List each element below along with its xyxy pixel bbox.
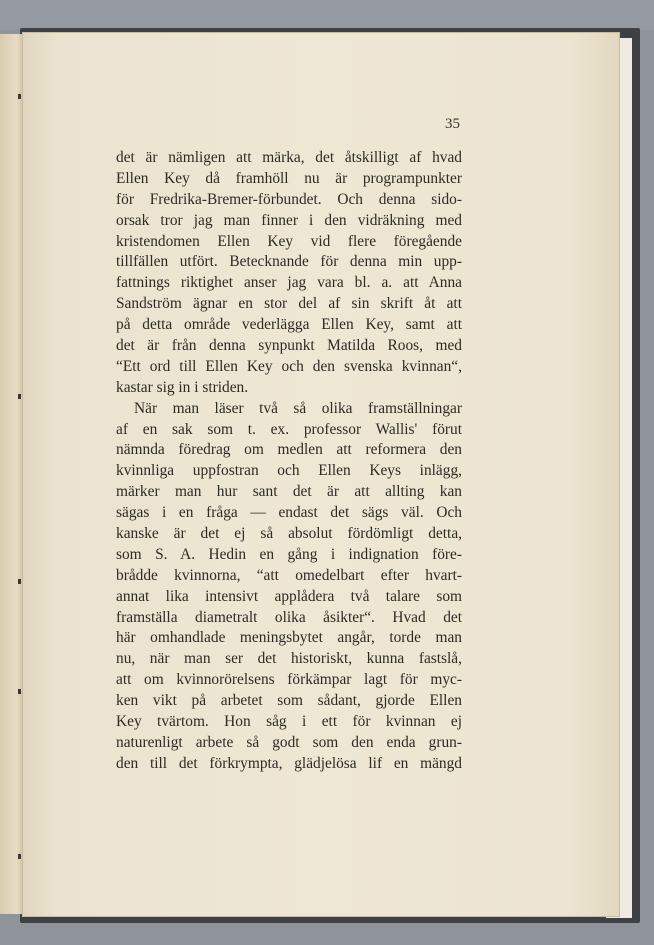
text-line: brådde kvinnorna, “att omedelbart efter hvart- <box>116 566 462 584</box>
scanner-backdrop <box>0 0 654 30</box>
text-line: på detta område vederlägga Ellen Key, samt att <box>116 316 462 334</box>
text-line: Key tvärtom. Hon såg i ett för kvinnan ej <box>116 713 462 731</box>
text-line: framställa diametralt olika åsikter“. Hvad det <box>116 608 462 626</box>
text-line: kastar sig in i striden. <box>116 378 249 396</box>
body-text <box>116 148 462 775</box>
text-line: annat lika intensivt applådera två talare som <box>116 587 462 605</box>
binding-mark <box>18 689 21 694</box>
text-line: sägas i en fråga — endast det sägs väl. Och <box>116 504 462 522</box>
text-line: här omhandlade meningsbytet angår, torde man <box>116 629 462 647</box>
text-line: det är nämligen att märka, det åtskilligt af hvad <box>116 149 462 166</box>
text-line: märker man hur sant det är att allting kan <box>116 483 462 501</box>
text-line: kanske är det ej så absolut fördömligt detta, <box>116 525 462 543</box>
page-number: 35 <box>445 116 460 132</box>
text-line: tillfällen utfört. Betecknande för denna min upp- <box>116 253 462 271</box>
text-line: “Ett ord till Ellen Key och den svenska kvinnan“, <box>116 357 462 375</box>
text-line: som S. A. Hedin en gång i indignation före- <box>116 545 462 563</box>
text-line: ken vikt på arbetet som sådant, gjorde Ellen <box>116 692 462 710</box>
binding-mark <box>18 579 21 584</box>
text-line: af en sak som t. ex. professor Wallis' förut <box>116 420 462 438</box>
text-line: nu, när man ser det historiskt, kunna fastslå, <box>116 650 462 668</box>
text-line: Sandström ägnar en stor del af sin skrift åt att <box>116 295 462 313</box>
text-line: att om kvinnorörelsens förkämpar lagt för myc- <box>116 671 462 689</box>
text-line: kvinnliga uppfostran och Ellen Keys inlägg, <box>116 462 462 480</box>
binding-mark <box>18 394 21 399</box>
text-line: naturenligt arbete så godt som den enda grun- <box>116 733 462 751</box>
binding-mark <box>18 94 21 99</box>
text-line: När man läser två så olika framställningar <box>134 399 462 417</box>
text-line: nämnda föredrag om medlen att reformera den <box>116 441 462 459</box>
text-line: den till det förkrympta, glädjelösa lif en mängd <box>116 754 462 772</box>
text-line: det är från denna synpunkt Matilda Roos, med <box>116 337 462 355</box>
text-line: för Fredrika-Bremer-förbundet. Och denna sido- <box>116 190 462 208</box>
text-line: kristendomen Ellen Key vid flere föregående <box>116 232 462 250</box>
text-line: orsak tror jag man finner i den vidräkning med <box>116 211 462 229</box>
text-line: fattnings riktighet anser jag vara bl. a. att Anna <box>116 274 462 292</box>
text-line: Ellen Key då framhöll nu är programpunkter <box>116 169 462 187</box>
binding-mark <box>18 854 21 859</box>
